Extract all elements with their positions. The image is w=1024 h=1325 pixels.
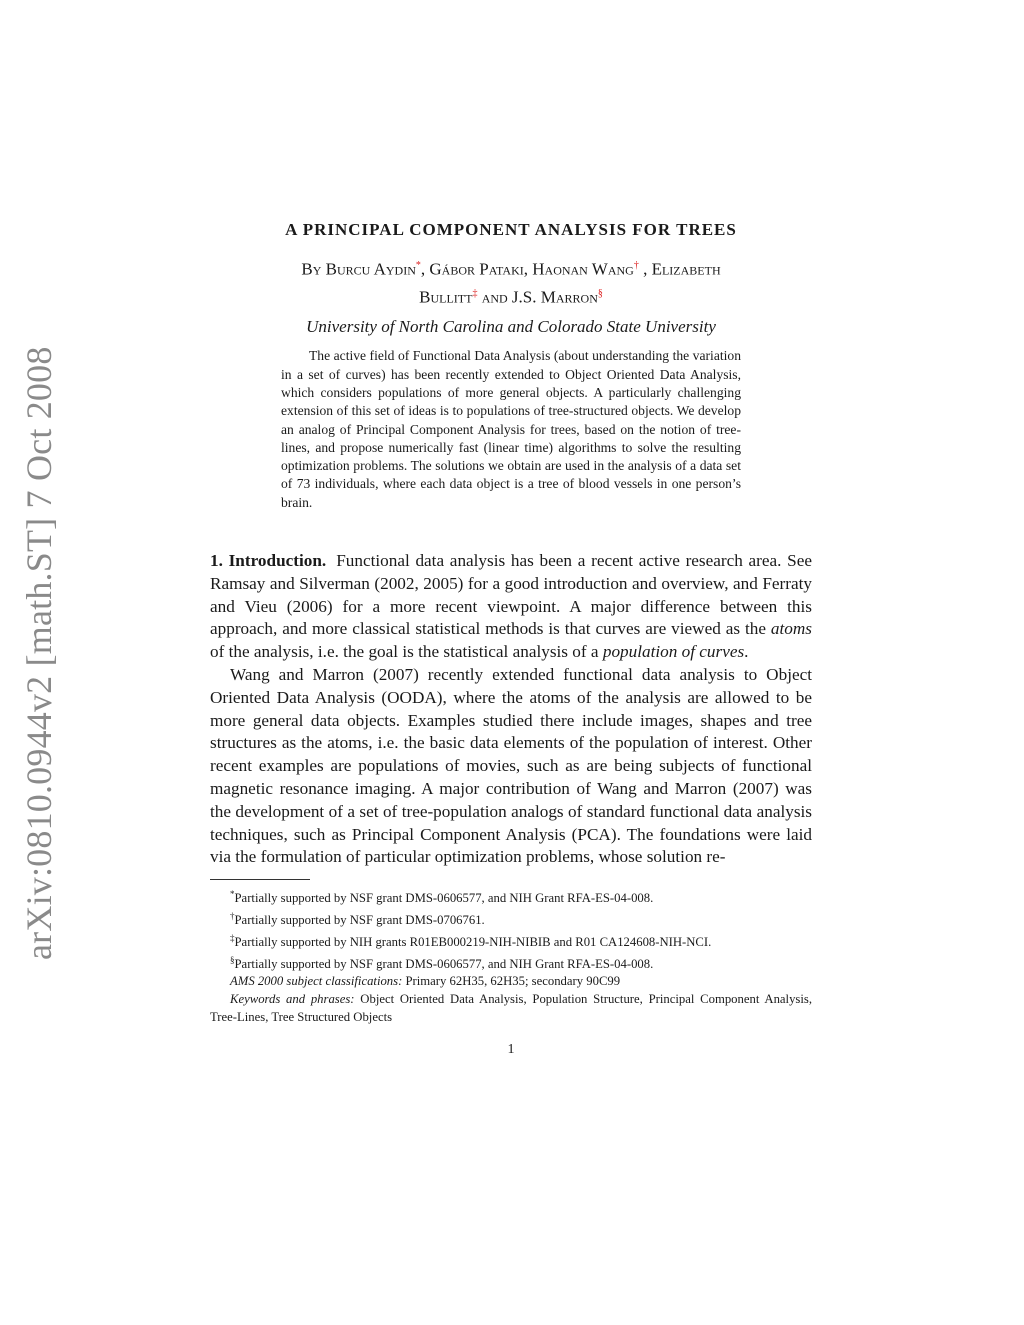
intro-paragraph-1	[210, 550, 812, 664]
keywords-text: Object Oriented Data Analysis, Population Structure, Principal Component Analysis, Tree-Lines, Tree Structured Objects	[210, 992, 812, 1024]
section-heading: 1. Introduction.	[210, 550, 327, 570]
introduction-section	[210, 550, 812, 869]
ams-classification	[210, 973, 812, 991]
author-marron: and J.S. Marron	[477, 287, 598, 307]
arxiv-identifier: arXiv:0810.0944v2 [math.ST] 7 Oct 2008	[19, 346, 59, 960]
author-elizabeth: , Elizabeth	[638, 259, 721, 279]
abstract: The active field of Functional Data Analysis (about understanding the variation in a set of curves) has been recently extended to Object Oriented Data Analysis, which considers populations of more general objects. A particularly challenging extension of this set of ideas is to populations of tree-structured objects. We develop an analog of Principal Component Analysis for trees, based on the notion of tree-lines, and propose numerically fast (linear time) algorithms to solve the resulting optimization problems. The solutions we obtain are used in the analysis of a data set of 73 individuals, where each data object is a tree of blood vessels in one person’s brain.	[281, 348, 741, 510]
footnote-1	[210, 886, 812, 908]
footnote-4	[210, 952, 812, 974]
footnote-mark-3[interactable]: ‡	[472, 287, 478, 299]
paper-title: A PRINCIPAL COMPONENT ANALYSIS FOR TREES	[285, 220, 737, 239]
footnote-3	[210, 930, 812, 952]
intro-text: Functional data analysis has been a recent active research area. See Ramsay and Silverman (2002, 2005) for a good introduction and overview, and Ferraty and Vieu (2006) for a more recent viewpoint. A major difference between this approach, and more classical statistical methods is that curves are viewed as the	[210, 550, 812, 639]
intro-text: .	[744, 642, 749, 662]
intro-emphasis-atoms: atoms	[770, 619, 812, 639]
footnote-text: Partially supported by NIH grants R01EB000219-NIH-NIBIB and R01 CA124608-NIH-NCI.	[234, 935, 712, 950]
footnote-symbol: §	[230, 954, 235, 965]
footnote-divider	[210, 879, 310, 880]
paper-page	[210, 220, 812, 1058]
keywords-label: Keywords and phrases:	[230, 992, 355, 1007]
author-pataki-wang: , Gábor Pataki, Haonan Wang	[420, 259, 634, 279]
footnote-mark-1[interactable]: *	[415, 260, 421, 271]
footnote-2	[210, 908, 812, 930]
author-bullitt: Bullitt	[419, 287, 473, 307]
footnotes	[210, 886, 812, 1026]
footnote-text: Partially supported by NSF grant DMS-0606577, and NIH Grant RFA-ES-04-008.	[234, 891, 654, 906]
author-aydin: Burcu Aydin	[325, 259, 416, 279]
page-number: 1	[507, 1042, 515, 1058]
footnote-symbol: ‡	[230, 932, 235, 943]
intro-text: of the analysis, i.e. the goal is the statistical analysis of a	[210, 642, 603, 662]
affiliation: University of North Carolina and Colorado State University	[306, 317, 716, 337]
ams-text: Primary 62H35, 62H35; secondary 90C99	[402, 974, 621, 989]
footnote-symbol: *	[230, 889, 235, 900]
intro-paragraph-2: Wang and Marron (2007) recently extended functional data analysis to Object Oriented Data Analysis (OODA), where the atoms of the analysis are allowed to be more general data objects. Examples studied there include images, shapes and tree structures as the atoms, i.e. the basic data elements of the population of interest. Other recent examples are populations of movies, such as are being subjects of functional magnetic resonance imaging. A major contribution of Wang and Marron (2007) was the development of a set of tree-population analogs of standard functional data analysis techniques, such as Principal Component Analysis (PCA). The foundations were laid via the formulation of particular optimization problems, whose solution re-	[210, 664, 812, 867]
footnote-mark-2[interactable]: †	[633, 260, 639, 271]
footnote-text: Partially supported by NSF grant DMS-0606577, and NIH Grant RFA-ES-04-008.	[234, 956, 654, 971]
ams-label: AMS 2000 subject classifications:	[230, 974, 403, 989]
footnote-symbol: †	[230, 910, 235, 921]
intro-emphasis-population: population of curves	[602, 642, 745, 662]
author-list	[210, 254, 812, 309]
footnote-mark-4[interactable]: §	[597, 287, 603, 299]
footnote-text: Partially supported by NSF grant DMS-0706761.	[234, 913, 485, 928]
keywords	[210, 991, 812, 1026]
author-by: By	[301, 259, 322, 279]
